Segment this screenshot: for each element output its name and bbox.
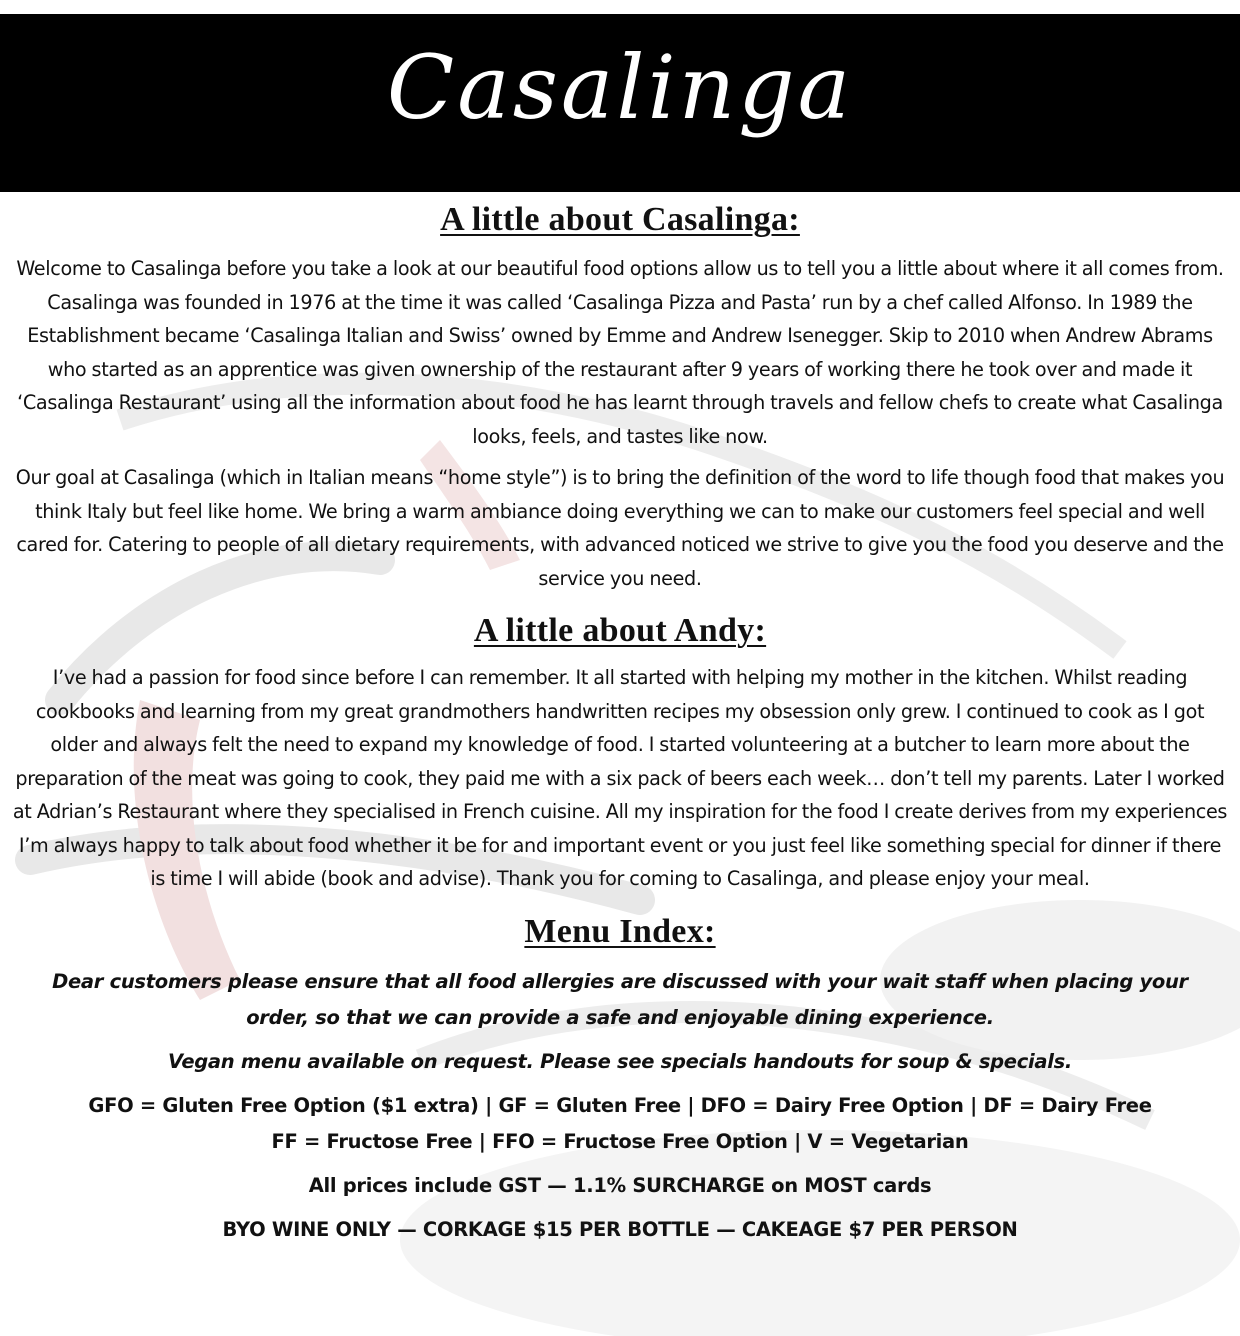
main-content — [0, 198, 1240, 1248]
dietary-legend-line-1: GFO = Gluten Free Option ($1 extra) | GF = Gluten Free | DFO = Dairy Free Option | DF = Dairy Free — [88, 1093, 1152, 1117]
about-casalinga-paragraph-1: Welcome to Casalinga before you take a look at our beautiful food options allow us to tell you a little about where it all comes from. Casalinga was founded in 1976 at the time it was called ‘Casalinga Pizza and Pasta’ run by a chef called Alfonso. In 1989 the Establishment became ‘Casalinga Italian and Swiss’ owned by Emme and Andrew Isenegger. Skip to 2010 when Andrew Abrams who started as an apprentice was given ownership of the restaurant after 9 years of working there he took over and made it ‘Casalinga Restaurant’ using all the information about food he has learnt through travels and fellow chefs to create what Casalinga looks, feels, and tastes like now. — [16, 257, 1224, 448]
dietary-legend-line-2: FF = Fructose Free | FFO = Fructose Free Option | V = Vegetarian — [271, 1129, 969, 1153]
about-casalinga-heading: A little about Casalinga: — [440, 201, 800, 238]
allergy-notice: Dear customers please ensure that all food allergies are discussed with your wait staff when placing your order, so that we can provide a safe and enjoyable dining experience. — [52, 969, 1188, 1029]
logo-text: Casalinga — [386, 36, 854, 139]
about-casalinga-paragraph-2: Our goal at Casalinga (which in Italian means “home style”) is to bring the definition of the word to life though food that makes you think Italy but feel like home. We bring a warm ambiance doing everything we can to make our customers feel special and well cared for. Catering to people of all dietary requirements, with advanced noticed we strive to give you the food you deserve and the service you need. — [15, 466, 1225, 590]
casalinga-logo — [0, 14, 1240, 192]
menu-index-heading: Menu Index: — [524, 912, 716, 950]
about-andy-paragraph: I’ve had a passion for food since before I can remember. It all started with helping my mother in the kitchen. Whilst reading cookbooks and learning from my great grandmothers handwritten recipes my obsession only grew. I continued to cook as I got older and always felt the need to expand my knowledge of food. I started volunteering at a butcher to learn more about the preparation of the meat was going to cook, they paid me with a six pack of beers each week… don’t tell my parents. Later I worked at Adrian’s Restaurant where they specialised in French cuisine. All my inspiration for the food I create derives from my experiences I’m always happy to talk about food whether it be for and important event or you just feel like something special for dinner if there is time I will abide (book and advise). Thank you for coming to Casalinga, and please enjoy your meal. — [12, 666, 1228, 890]
brand-banner — [0, 14, 1240, 192]
byo-notice: BYO WINE ONLY — CORKAGE $15 PER BOTTLE — CAKEAGE $7 PER PERSON — [222, 1217, 1018, 1241]
gst-notice: All prices include GST — 1.1% SURCHARGE on MOST cards — [308, 1173, 932, 1197]
about-andy-heading: A little about Andy: — [473, 612, 767, 649]
vegan-notice: Vegan menu available on request. Please see specials handouts for soup & specials. — [167, 1049, 1073, 1073]
